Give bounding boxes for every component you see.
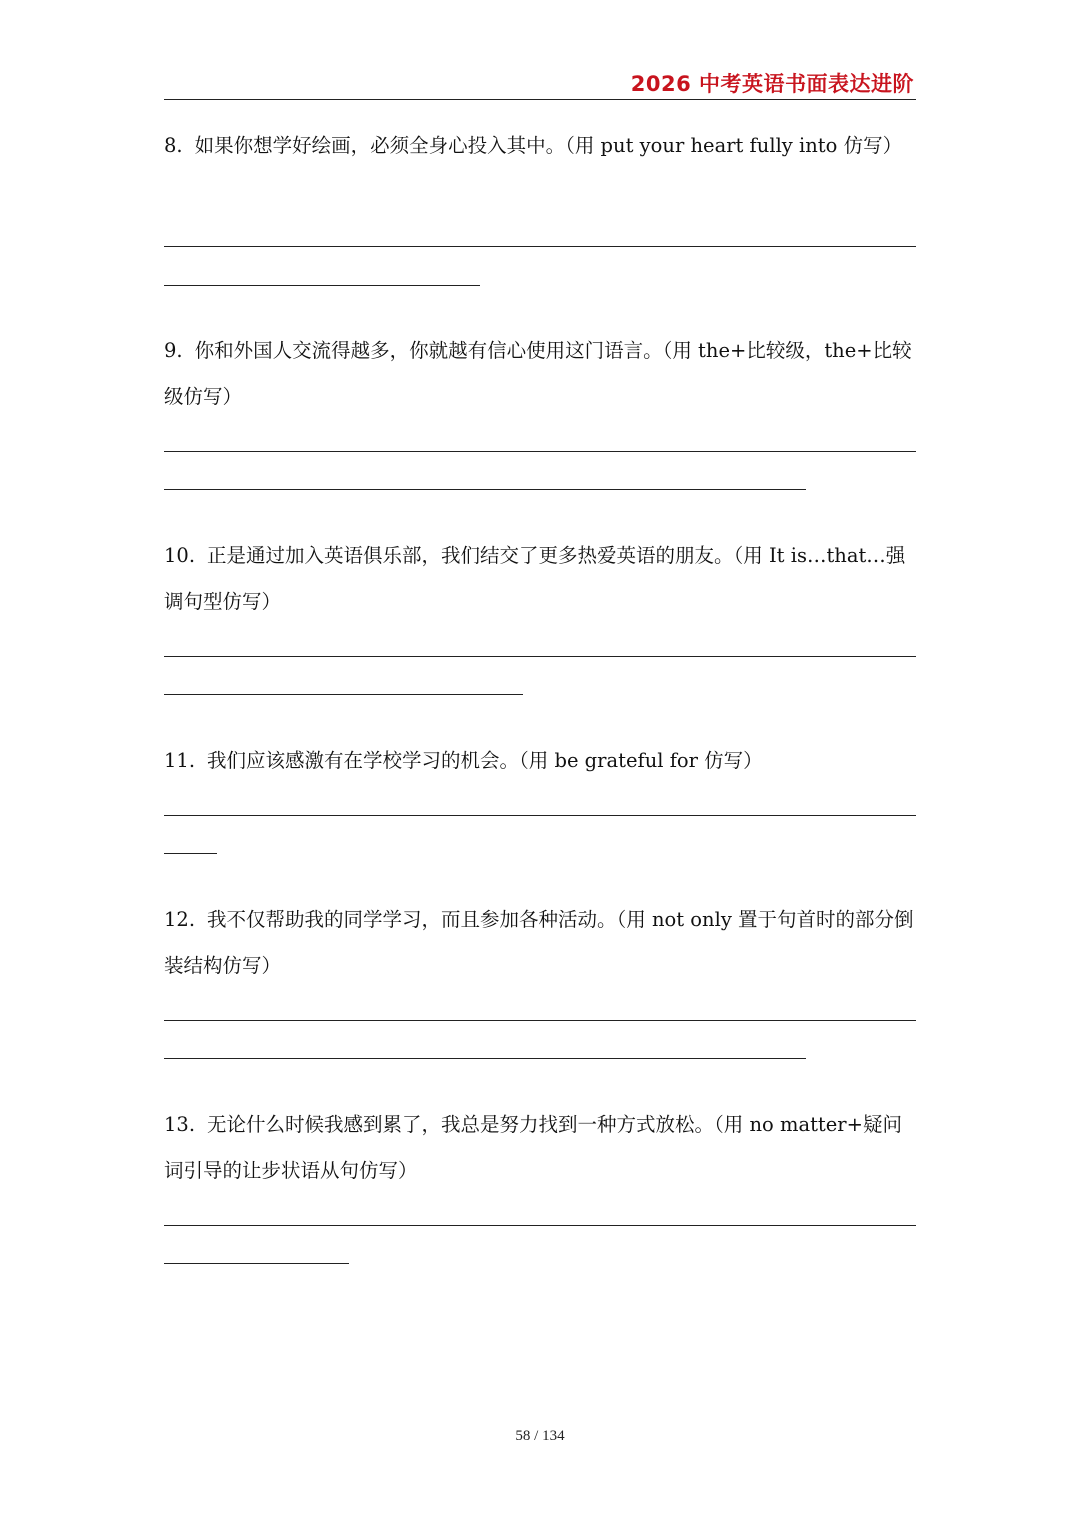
question-text: 如果你想学好绘画，必须全身心投入其中。（用 put your heart fully into 仿写） <box>194 134 903 157</box>
answer-line[interactable] <box>164 1263 349 1264</box>
answer-line[interactable] <box>164 285 480 286</box>
question-number: 13. <box>164 1113 196 1136</box>
answer-line[interactable] <box>164 451 916 452</box>
question-13 <box>164 1102 916 1194</box>
question-number: 8. <box>164 134 183 157</box>
question-text: 我不仅帮助我的同学学习，而且参加各种活动。（用 not only 置于句首时的部分倒装结构仿写） <box>164 908 914 977</box>
answer-line[interactable] <box>164 1225 916 1226</box>
question-text: 正是通过加入英语俱乐部，我们结交了更多热爱英语的朋友。（用 It is…that…强调句型仿写） <box>164 544 906 613</box>
question-8 <box>164 123 916 169</box>
answer-line[interactable] <box>164 1058 806 1059</box>
question-number: 10. <box>164 544 196 567</box>
question-text: 无论什么时候我感到累了，我总是努力找到一种方式放松。（用 no matter+疑问词引导的让步状语从句仿写） <box>164 1113 902 1182</box>
answer-line[interactable] <box>164 694 523 695</box>
question-10 <box>164 533 916 625</box>
answer-line[interactable] <box>164 489 806 490</box>
header-title: 2026 中考英语书面表达进阶 <box>630 72 914 96</box>
page-number: 58 / 134 <box>515 1428 565 1444</box>
question-number: 12. <box>164 908 196 931</box>
question-9 <box>164 328 916 420</box>
answer-line[interactable] <box>164 815 916 816</box>
question-number: 9. <box>164 339 183 362</box>
header-rule <box>164 99 916 100</box>
question-12 <box>164 897 916 989</box>
answer-line[interactable] <box>164 1020 916 1021</box>
question-11 <box>164 738 916 784</box>
question-number: 11. <box>164 749 196 772</box>
question-text: 你和外国人交流得越多，你就越有信心使用这门语言。（用 the+比较级，the+比较级仿写） <box>164 339 912 408</box>
answer-line[interactable] <box>164 656 916 657</box>
answer-line[interactable] <box>164 246 916 247</box>
question-text: 我们应该感激有在学校学习的机会。（用 be grateful for 仿写） <box>207 749 763 772</box>
answer-line[interactable] <box>164 853 217 854</box>
